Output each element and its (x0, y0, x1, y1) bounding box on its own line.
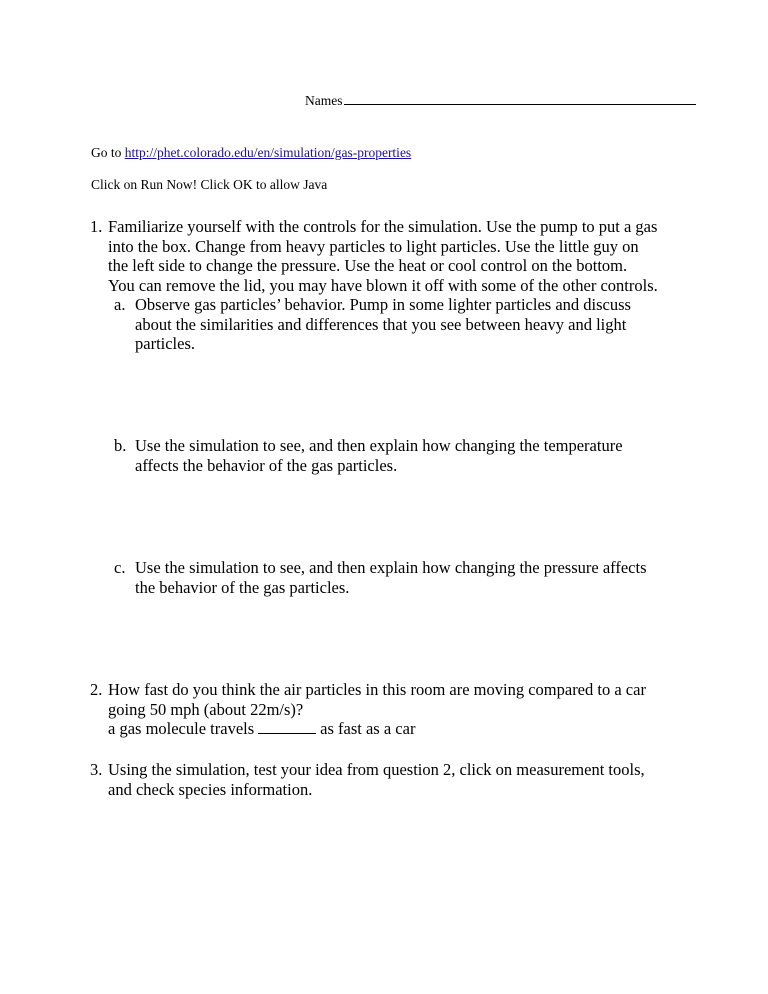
q2-text (108, 680, 646, 739)
names-blank[interactable] (344, 90, 696, 105)
names-field[interactable] (305, 90, 696, 109)
q1c-text (135, 558, 647, 597)
q2-answer-prefix: a gas molecule travels (108, 719, 255, 738)
q1-line: the left side to change the pressure. Use the heat or cool control on the bottom. (108, 256, 628, 275)
q1b-line: Use the simulation to see, and then explain how changing the temperature (135, 436, 623, 455)
q3-line: and check species information. (108, 779, 313, 799)
names-label: Names (305, 93, 343, 108)
q1a-text (135, 295, 631, 354)
q1b-text (135, 436, 623, 475)
q1a-line: Observe gas particles’ behavior. Pump in some lighter particles and discuss (135, 295, 631, 314)
q1a-line: about the similarities and differences that you see between heavy and light (135, 314, 627, 334)
q2-line: How fast do you think the air particles in this room are moving compared to a car (108, 680, 646, 699)
q1c-line: Use the simulation to see, and then explain how changing the pressure affects (135, 558, 647, 577)
q1-line: Familiarize yourself with the controls for the simulation. Use the pump to put a gas (108, 217, 658, 236)
go-to-text: Go to (91, 145, 122, 160)
q1a-line: particles. (135, 334, 196, 353)
q2-answer-line (108, 719, 646, 739)
q1a-letter: a. (114, 295, 126, 314)
q2-answer-blank[interactable] (258, 719, 316, 734)
q1c-line: the behavior of the gas particles. (135, 577, 350, 597)
q1b-line: affects the behavior of the gas particles. (135, 455, 398, 475)
q1-line: You can remove the lid, you may have blown it off with some of the other controls. (108, 275, 658, 295)
simulation-link[interactable]: http://phet.colorado.edu/en/simulation/gas-properties (124, 145, 412, 160)
q2-number: 2. (90, 680, 103, 699)
q3-text (108, 760, 645, 799)
q1-number: 1. (90, 217, 103, 236)
q2-answer-suffix: as fast as a car (320, 719, 416, 738)
q1-text (108, 217, 658, 295)
go-to-line (91, 145, 411, 161)
run-instructions: Click on Run Now! Click OK to allow Java (91, 177, 328, 192)
q1-line: into the box. Change from heavy particles to light particles. Use the little guy on (108, 236, 639, 256)
q1b-letter: b. (114, 436, 127, 455)
q2-line: going 50 mph (about 22m/s)? (108, 699, 304, 719)
q3-number: 3. (90, 760, 103, 779)
q3-line: Using the simulation, test your idea from question 2, click on measurement tools, (108, 760, 645, 779)
q1c-letter: c. (114, 558, 126, 577)
